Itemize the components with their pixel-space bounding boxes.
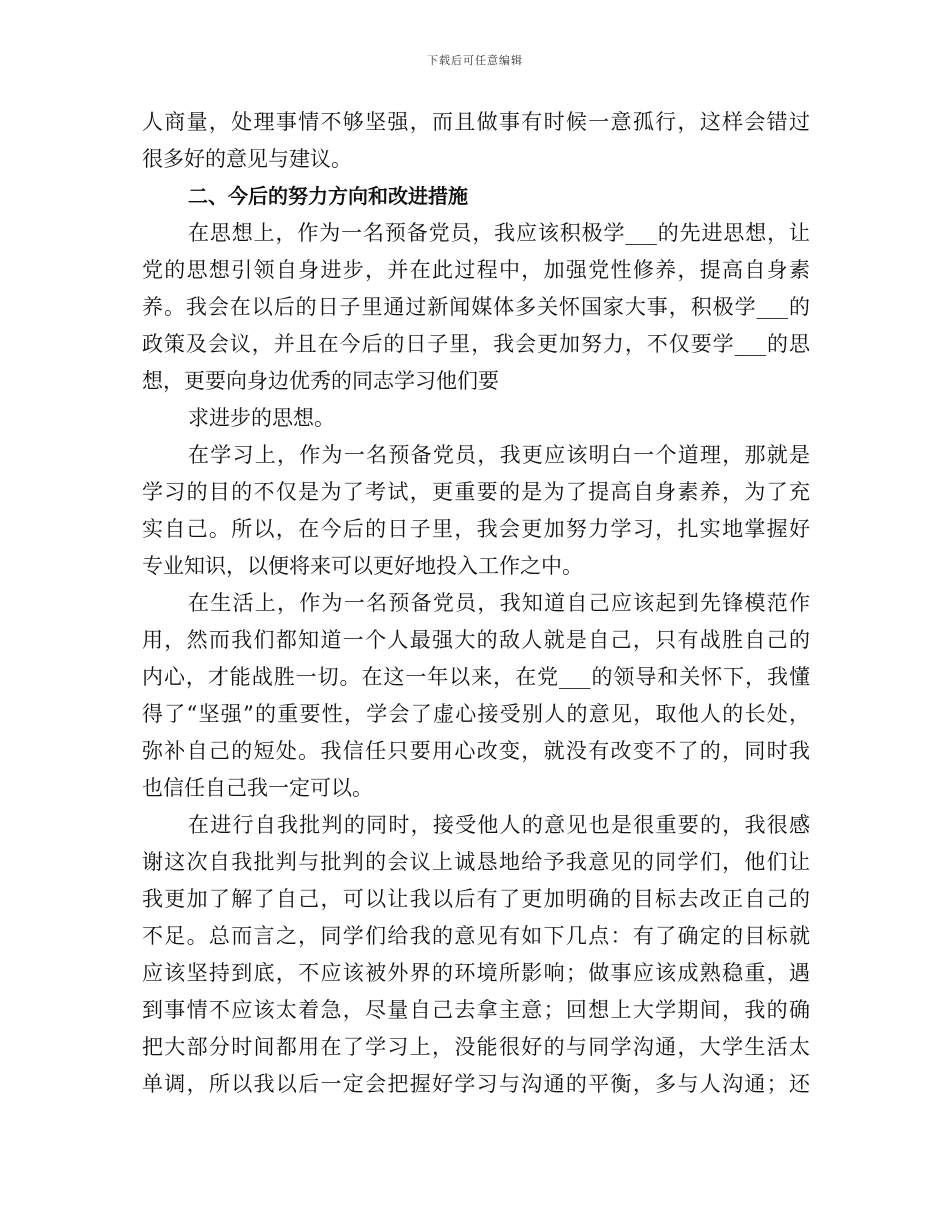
text-line: 内心，才能战胜一切。在这一年以来，在党___的领导和关怀下，我懂: [142, 665, 810, 689]
text-line: 求进步的思想。: [188, 406, 335, 430]
text-line: 在生活上，作为一名预备党员，我知道自己应该起到先锋模范作: [188, 591, 810, 615]
text-line: 养。我会在以后的日子里通过新闻媒体多关怀国家大事，积极学___的: [142, 295, 810, 319]
document-body: [142, 104, 810, 1103]
text-line: 想，更要向身边优秀的同志学习他们要: [142, 369, 499, 393]
text-line: 到事情不应该太着急，尽量自己去拿主意；回想上大学期间，我的确: [142, 998, 810, 1022]
text-line: 党的思想引领自身进步，并在此过程中，加强党性修养，提高自身素: [142, 258, 810, 282]
text-line: 在进行自我批判的同时，接受他人的意见也是很重要的，我很感: [188, 813, 810, 837]
text-line: 谢这次自我批判与批判的会议上诚恳地给予我意见的同学们，他们让: [142, 850, 810, 874]
text-line: 得了“坚强”的重要性，学会了虚心接受别人的意见，取他人的长处，: [142, 702, 810, 726]
text-line: 人商量，处理事情不够坚强，而且做事有时候一意孤行，这样会错过: [142, 110, 810, 134]
text-line: 学习的目的不仅是为了考试，更重要的是为了提高自身素养，为了充: [142, 480, 810, 504]
text-line: 在学习上，作为一名预备党员，我更应该明白一个道理，那就是: [188, 443, 810, 467]
text-line: 弥补自己的短处。我信任只要用心改变，就没有改变不了的，同时我: [142, 739, 810, 763]
page-header-note: 下载后可任意编辑: [427, 54, 523, 67]
text-line: 在思想上，作为一名预备党员，我应该积极学___的先进思想，让: [188, 221, 810, 245]
text-line: 单调，所以我以后一定会把握好学习与沟通的平衡，多与人沟通；还: [142, 1072, 810, 1096]
text-line: 也信任自己我一定可以。: [142, 776, 373, 800]
text-line: 很多好的意见与建议。: [142, 147, 352, 171]
text-line: 政策及会议，并且在今后的日子里，我会更加努力，不仅要学___的思: [142, 332, 810, 356]
text-line: 实自己。所以，在今后的日子里，我会更加努力学习，扎实地掌握好: [142, 517, 810, 541]
section-heading: 二、今后的努力方向和改进措施: [188, 184, 468, 208]
text-line: 把大部分时间都用在了学习上，没能很好的与同学沟通，大学生活太: [142, 1035, 810, 1059]
text-line: 应该坚持到底，不应该被外界的环境所影响；做事应该成熟稳重，遇: [142, 961, 810, 985]
text-line: 不足。总而言之，同学们给我的意见有如下几点：有了确定的目标就: [142, 924, 810, 948]
text-line: 用，然而我们都知道一个人最强大的敌人就是自己，只有战胜自己的: [142, 628, 810, 652]
text-line: 专业知识，以便将来可以更好地投入工作之中。: [142, 554, 583, 578]
text-line: 我更加了解了自己，可以让我以后有了更加明确的目标去改正自己的: [142, 887, 810, 911]
